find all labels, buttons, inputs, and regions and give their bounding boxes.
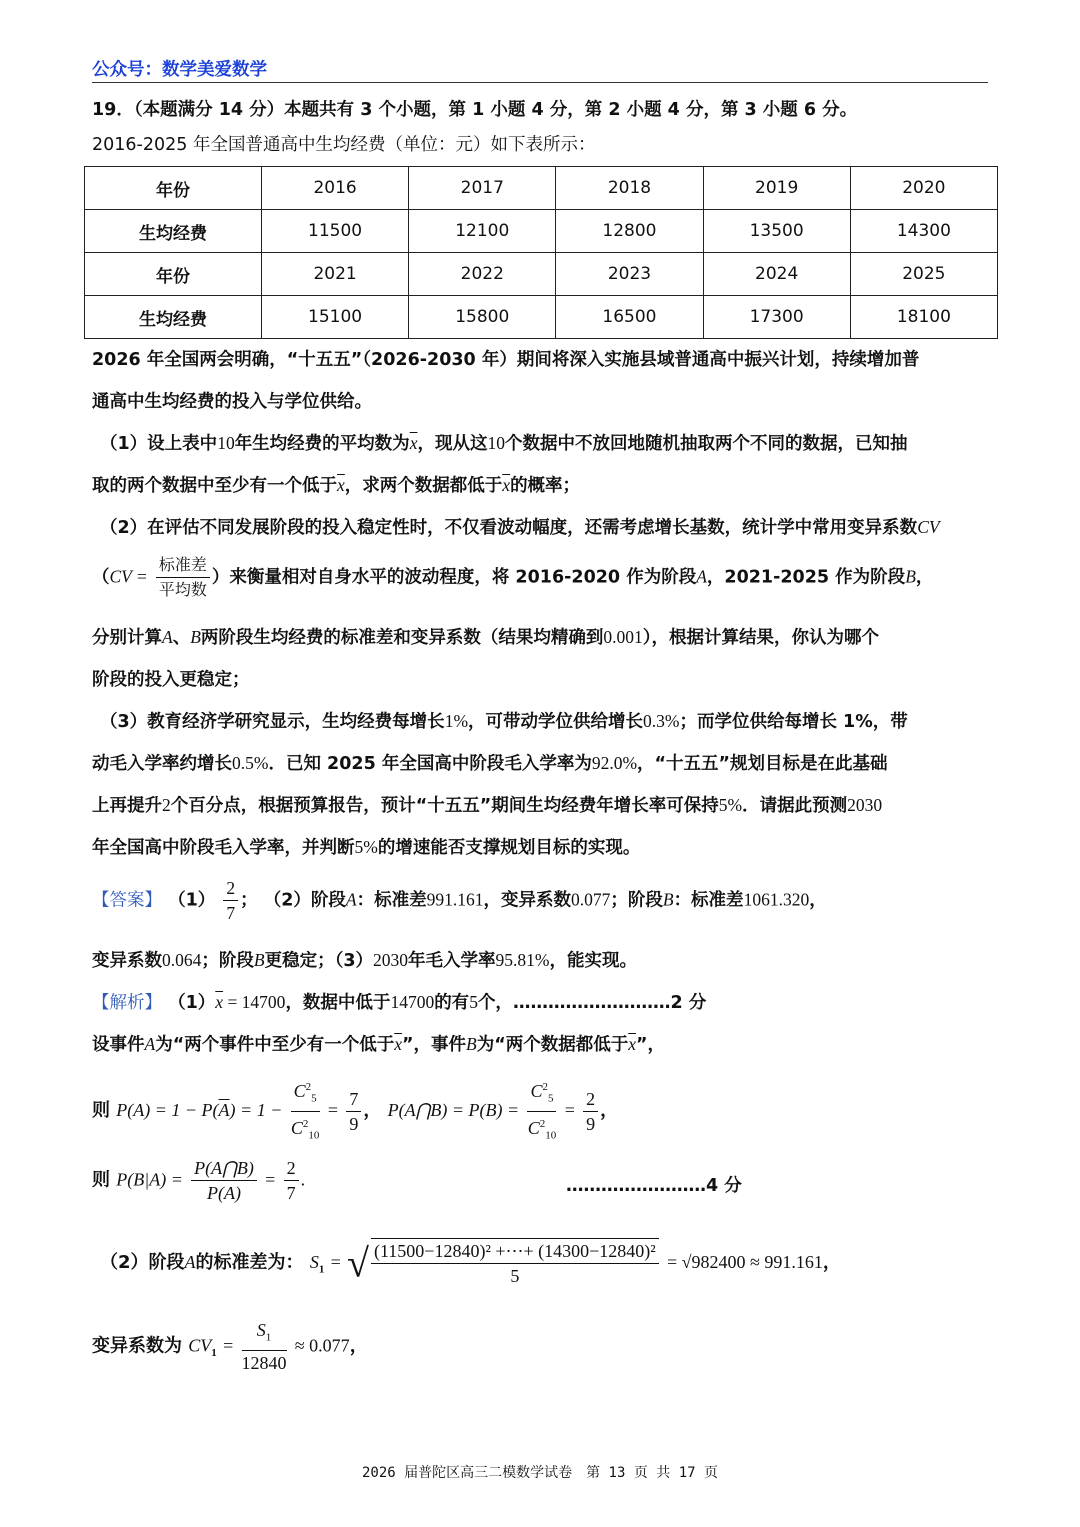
table-cell: 18100: [850, 296, 997, 339]
analysis-formula-1: 则 $P(A) = 1 - P(\overline{A}) = 1$ − $\frac{C^2_5}{C^2_{10}}$ = $\frac{7}{9}$ ， P(A⋂B) = P(B) = $\frac{C^2_5}{C^2_{10}}$ = $\frac{2}{9}$ ，: [92, 1075, 618, 1147]
table-row: [85, 296, 998, 339]
table-cell: 12800: [556, 210, 703, 253]
table-cell: 13500: [703, 210, 850, 253]
answer-tag: 【答案】: [92, 890, 162, 911]
context-line-1: 2026 年全国两会明确，“十五五”（2026-2030 年）期间将深入实施县域普通高中振兴计划，持续增加普: [92, 350, 920, 370]
part2-line-4: 阶段的投入更稳定；: [92, 670, 250, 690]
table-cell: 16500: [556, 296, 703, 339]
fraction-2-9: $\frac{2}{9}$: [583, 1087, 598, 1136]
score-marker-4: ……………………4 分: [566, 1176, 742, 1196]
expenditure-table: [84, 166, 998, 339]
answer-fraction: $\frac{2}{7}$: [223, 876, 238, 925]
table-cell: 2016: [262, 167, 409, 210]
combination-fraction-1: $\frac{C^2_5}{C^2_{10}}$: [291, 1075, 320, 1147]
analysis-formula-2: 则 P(B|A) = $\frac{P(A⋂B)}{P(A)}$ = $\frac{2}{7}$ .: [92, 1158, 306, 1203]
part2-line-3: 分别计算A、B两阶段生均经费的标准差和变异系数（结果均精确到0.001），根据计算结果，你认为哪个: [92, 627, 880, 648]
table-cell: 2022: [409, 253, 556, 296]
table-cell: 11500: [262, 210, 409, 253]
part1-line-2: 取的两个数据中至少有一个低于$\overline{x}$，求两个数据都低于$\overline{x}$的概率；: [92, 475, 581, 496]
cv1-fraction: $\frac{S_1}{12840}$: [241, 1320, 287, 1373]
page-footer: 2026 届普陀区高三二模数学试卷 第 13 页 共 17 页: [361, 1465, 718, 1481]
question-head: 19．（本题满分 14 分）本题共有 3 个小题，第 1 小题 4 分，第 2 小题 4 分，第 3 小题 6 分。: [92, 100, 858, 120]
table-row-label: 年份: [85, 253, 262, 296]
table-row: [85, 167, 998, 210]
analysis-formula-3: （2）阶段A的标准差为： $S_1$ = √ $\frac{\text{(11500−12840)² +⋯+ (14300−12840)²}}{5}$ = √982400 ≈ 991.161，: [100, 1238, 841, 1288]
header-rule: [92, 82, 988, 83]
part1-line-1: （1）设上表中10年生均经费的平均数为$\overline{x}$，现从这10个数据中不放回地随机抽取两个不同的数据，已知抽: [100, 433, 908, 454]
table-cell: 2018: [556, 167, 703, 210]
table-row-label: 生均经费: [85, 210, 262, 253]
analysis-line-1: 【解析】 $(1)\overline{x} = 14700$，数据中低于14700的有5个，………………………2 分: [92, 992, 707, 1013]
cv-fraction: $\frac{\text{标准差}}{\text{平均数}}$: [156, 553, 210, 602]
combination-fraction-2: $\frac{C^2_5}{C^2_{10}}$: [527, 1075, 556, 1147]
part3-line-2: 动毛入学率约增长0.5%．已知 2025 年全国高中阶段毛入学率为92.0%，“十五五”规划目标是在此基础: [92, 753, 888, 774]
table-cell: 17300: [703, 296, 850, 339]
table-cell: 14300: [850, 210, 997, 253]
fraction-2-7: $\frac{2}{7}$: [284, 1156, 299, 1205]
part3-line-4: 年全国高中阶段毛入学率，并判断5%的增速能否支撑规划目标的实现。: [92, 837, 641, 858]
fraction-7-9: $\frac{7}{9}$: [346, 1087, 361, 1136]
question-intro: 2016-2025 年全国普通高中生均经费（单位：元）如下表所示：: [92, 135, 596, 155]
answer-line-1: 【答案】 （1） $\frac{2}{7}$ ； （2）阶段A：标准差991.161，变异系数0.077；阶段B：标准差1061.320，: [92, 878, 827, 923]
table-cell: 2019: [703, 167, 850, 210]
analysis-formula-4: 变异系数为 $CV_1$ = $\frac{S_1}{12840}$ ≈ 0.077，: [92, 1320, 368, 1373]
table-row-label: 生均经费: [85, 296, 262, 339]
table-cell: 15800: [409, 296, 556, 339]
table-cell: 12100: [409, 210, 556, 253]
table-cell: 2025: [850, 253, 997, 296]
table-row: [85, 210, 998, 253]
conditional-fraction: $\frac{P(A⋂B)}{P(A)}$: [191, 1156, 257, 1205]
part3-line-3: 上再提升2个百分点，根据预算报告，预计“十五五”期间生均经费年增长率可保持5%．请据此预测2030: [92, 795, 883, 816]
analysis-tag: 【解析】: [92, 993, 162, 1013]
part3-line-1: （3）教育经济学研究显示，生均经费每增长1%，可带动学位供给增长0.3%；而学位供给每增长 1%，带: [100, 711, 908, 732]
table-cell: 15100: [262, 296, 409, 339]
table-cell: 2021: [262, 253, 409, 296]
table-cell: 2023: [556, 253, 703, 296]
part2-line-1: （2）在评估不同发展阶段的投入稳定性时，不仅看波动幅度，还需考虑增长基数，统计学中常用变异系数CV: [100, 517, 940, 538]
part2-line-2: （CV = $\frac{\text{标准差}}{\text{平均数}}$ ）来衡量相对自身水平的波动程度，将 2016-2020 作为阶段A，2021-2025 作为阶段B，: [92, 553, 933, 602]
context-line-2: 通高中生均经费的投入与学位供给。: [92, 392, 372, 412]
sqrt-expression: √ $\frac{\text{(11500−12840)² +⋯+ (14300−12840)²}}{5}$: [347, 1238, 661, 1288]
analysis-line-2: 设事件A为“两个事件中至少有一个低于$\overline{x}$”，事件B为“两个数据都低于$\overline{x}$”，: [92, 1034, 666, 1055]
table-row: [85, 253, 998, 296]
answer-line-2: 变异系数0.064；阶段B更稳定；（3）2030年毛入学率95.81%，能实现。: [92, 950, 637, 971]
table-cell: 2024: [703, 253, 850, 296]
table-row-label: 年份: [85, 167, 262, 210]
table-cell: 2020: [850, 167, 997, 210]
table-cell: 2017: [409, 167, 556, 210]
account-header: 公众号：数学美爱数学: [92, 60, 267, 80]
